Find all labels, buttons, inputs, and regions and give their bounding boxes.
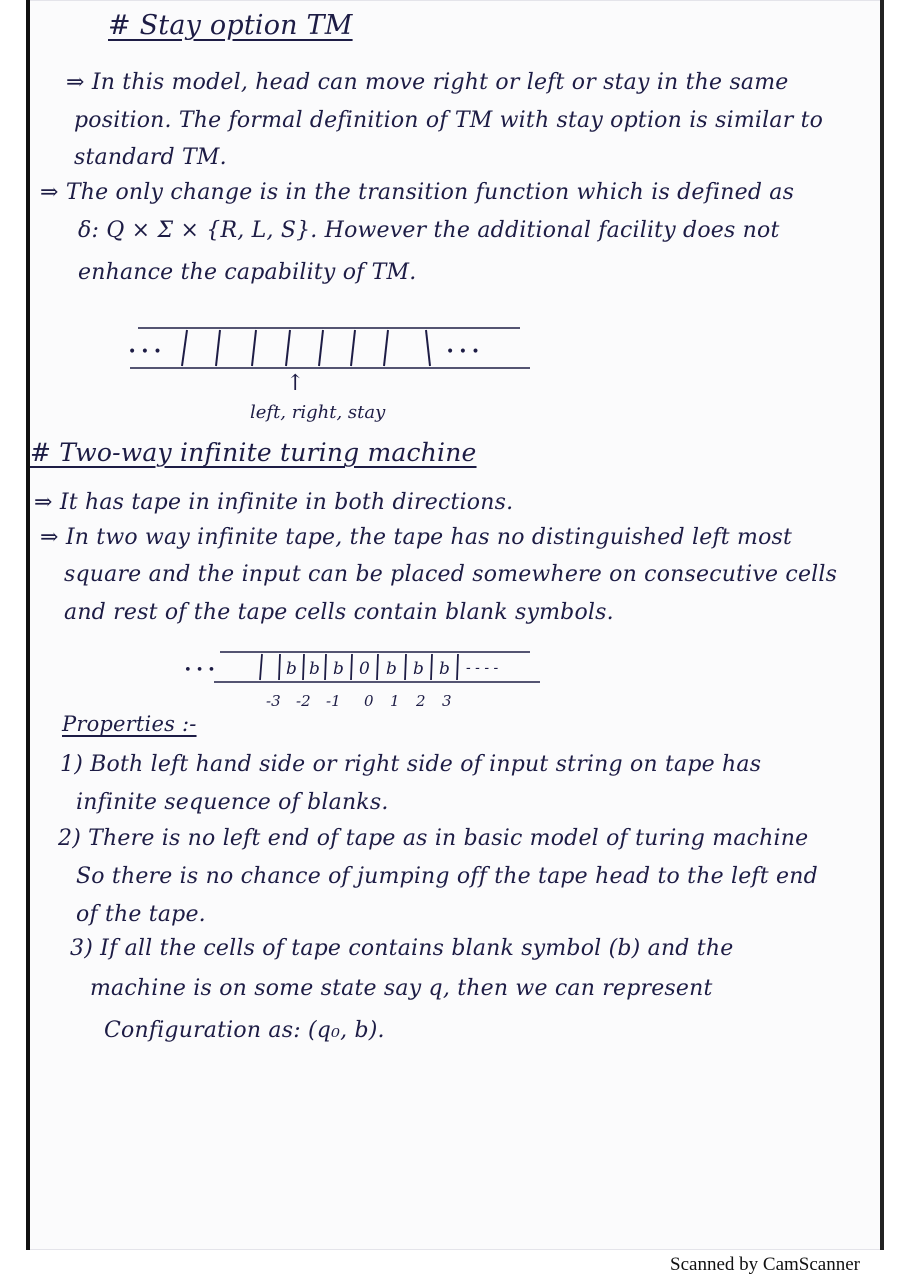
property-line: So there is no chance of jumping off the tape head to the left end — [76, 864, 818, 889]
text-line: ⇒ In this model, head can move right or left or stay in the same — [66, 70, 789, 95]
property-line: 1) Both left hand side or right side of input string on tape has — [60, 752, 762, 777]
tape-cell: 0 — [359, 659, 370, 679]
property-line: infinite sequence of blanks. — [76, 790, 389, 815]
heading-stay-option: # Stay option TM — [108, 10, 353, 41]
heading-two-way-tm: # Two-way infinite turing machine — [30, 438, 477, 467]
tape-cell: b — [333, 659, 344, 679]
text-line: standard TM. — [74, 145, 227, 170]
tape-ellipsis-right: • • • — [446, 344, 480, 360]
head-arrow-icon: ↑ — [286, 371, 305, 396]
tape-cell: b — [286, 659, 297, 679]
property-line: Configuration as: (q₀, b). — [104, 1018, 385, 1043]
property-line: machine is on some state say q, then we can represent — [90, 976, 713, 1001]
tape-cell: b — [309, 659, 320, 679]
cell-index: -1 — [326, 692, 341, 710]
head-movement-caption: left, right, stay — [250, 402, 386, 423]
tape-ellipsis-left: • • • — [128, 344, 162, 360]
cell-index: 3 — [442, 692, 452, 710]
tape-ellipsis-left: • • • — [184, 663, 216, 678]
text-line: square and the input can be placed somewhere on consecutive cells — [64, 562, 838, 587]
text-line: and rest of the tape cells contain blank symbols. — [64, 600, 614, 625]
properties-heading: Properties :- — [62, 712, 197, 736]
cell-index: 1 — [390, 692, 400, 710]
tape-cell: b — [439, 659, 450, 679]
tape-diagram-two-way — [180, 648, 560, 714]
cell-index: 2 — [416, 692, 426, 710]
text-line: ⇒ It has tape in infinite in both directions. — [34, 490, 514, 515]
text-line: ⇒ In two way infinite tape, the tape has no distinguished left most — [40, 525, 793, 550]
cell-index: -2 — [296, 692, 311, 710]
property-line: 2) There is no left end of tape as in basic model of turing machine — [58, 826, 809, 851]
property-line: 3) If all the cells of tape contains blank symbol (b) and the — [70, 936, 734, 961]
text-line: ⇒ The only change is in the transition function which is defined as — [40, 180, 795, 205]
text-line: δ: Q × Σ × {R, L, S}. However the additional facility does not — [78, 218, 780, 243]
property-line: of the tape. — [76, 902, 206, 927]
tape-cell: b — [386, 659, 397, 679]
tape-diagram-stay — [110, 318, 540, 428]
tape-ellipsis-right: - - - - — [466, 660, 499, 676]
text-line: position. The formal definition of TM with stay option is similar to — [74, 108, 824, 133]
tape-cell: b — [413, 659, 424, 679]
text-line: enhance the capability of TM. — [78, 260, 417, 285]
cell-index: -3 — [266, 692, 281, 710]
cell-index: 0 — [364, 692, 374, 710]
scanner-watermark: Scanned by CamScanner — [670, 1254, 860, 1275]
